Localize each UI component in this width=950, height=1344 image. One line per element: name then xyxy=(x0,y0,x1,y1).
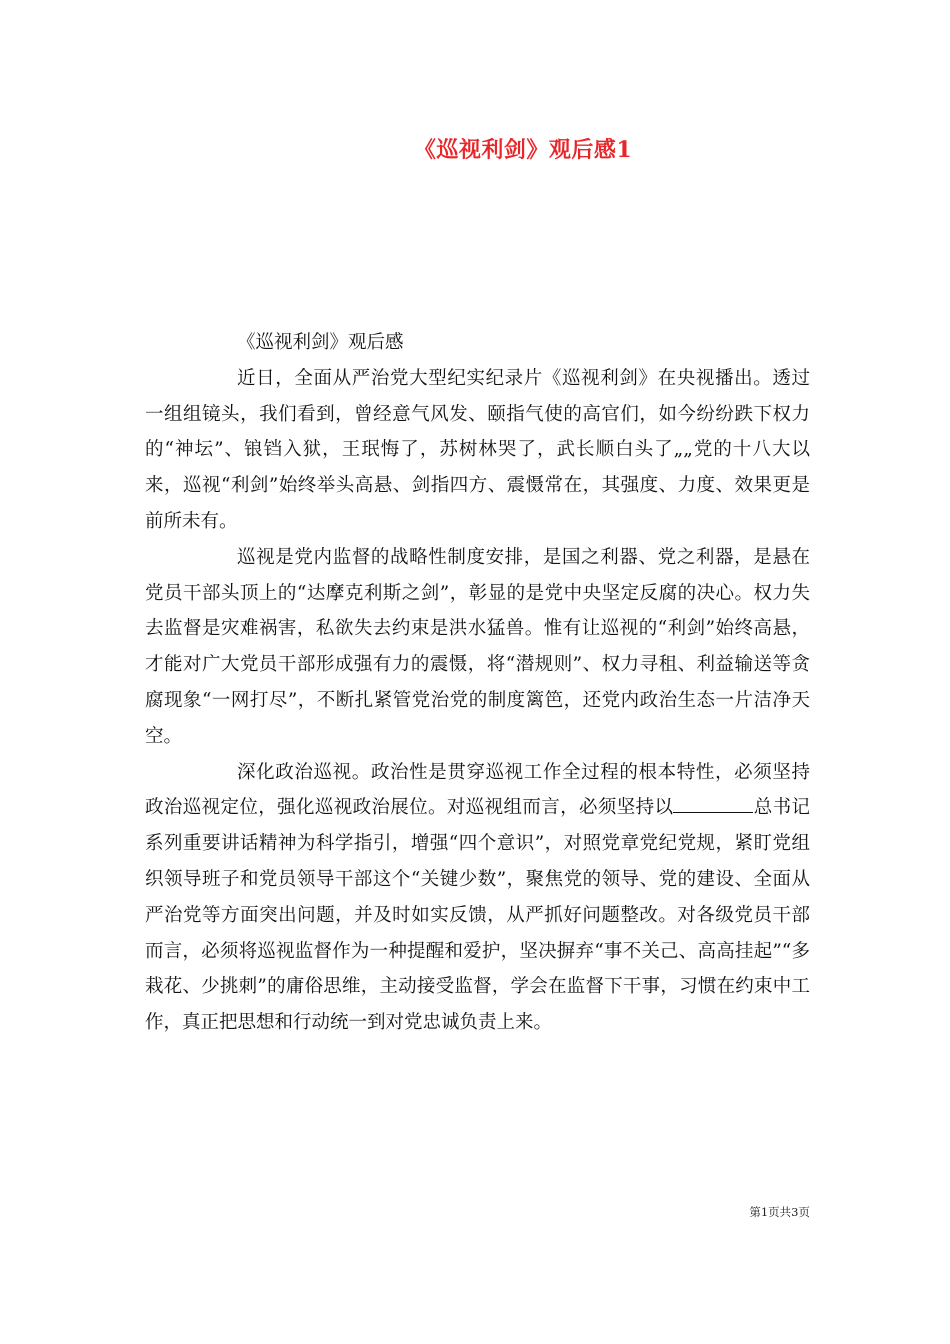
fill-in-blank xyxy=(673,798,753,813)
paragraph-3 xyxy=(145,755,810,1041)
document-body xyxy=(145,325,810,1041)
document-subtitle: 《巡视利剑》观后感 xyxy=(237,332,404,353)
paragraph-1: 近日，全面从严治党大型纪实纪录片《巡视利剑》在央视播出。透过一组组镜头，我们看到，曾经意气风发、颐指气使的高官们，如今纷纷跌下权力的“神坛”、锒铛入狱，王珉悔了，苏树林哭了，武长顺白头了„„党的十八大以来，巡视“利剑”始终举头高悬、剑指四方、震慑常在，其强度、力度、效果更是前所未有。 xyxy=(145,367,810,532)
paragraph-2: 巡视是党内监督的战略性制度安排，是国之利器、党之利器，是悬在党员干部头顶上的“达摩克利斯之剑”，彰显的是党中央坚定反腐的决心。权力失去监督是灾难祸害，私欲失去约束是洪水猛兽。惟有让巡视的“利剑”始终高悬，才能对广大党员干部形成强有力的震慑，将“潜规则”、权力寻租、利益输送等贪腐现象“一网打尽”，不断扎紧管党治党的制度篱笆，还党内政治生态一片洁净天空。 xyxy=(145,546,810,747)
page-number: 第1页共3页 xyxy=(749,1205,810,1219)
paragraph-3-after-blank: 总书记系列重要讲话精神为科学指引，增强“四个意识”，对照党章党纪党规，紧盯党组织领导班子和党员领导干部这个“关键少数”，聚焦党的领导、党的建设、全面从严治党等方面突出问题，并及时如实反馈，从严抓好问题整改。对各级党员干部而言，必须将巡视监督作为一种提醒和爱护，坚决摒弃“事不关己、高高挂起”“多栽花、少挑刺”的庸俗思维，主动接受监督，学会在监督下干事，习惯在约束中工作，真正把思想和行动统一到对党忠诚负责上来。 xyxy=(145,797,810,1034)
paragraph-3-before-blank: 深化政治巡视。政治性是贯穿巡视工作全过程的根本特性，必须坚持政治巡视定位，强化巡视政治展位。对巡视组而言，必须坚持以 xyxy=(145,761,810,819)
document-title: 《巡视利剑》观后感1 xyxy=(413,137,633,163)
